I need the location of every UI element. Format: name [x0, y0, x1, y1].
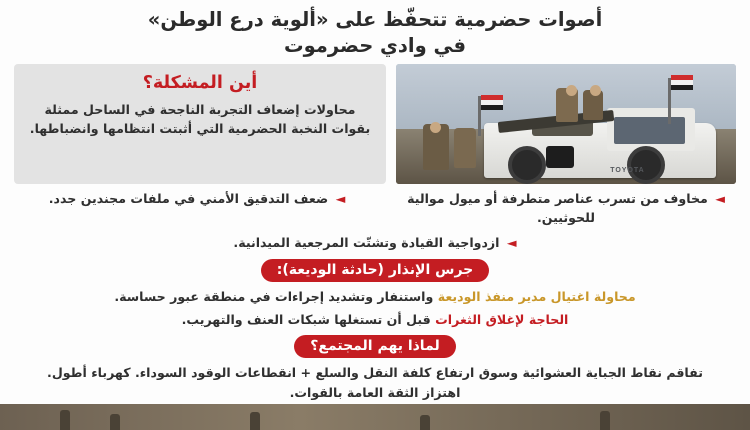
- society-title-badge: لماذا يهم المجتمع؟: [294, 335, 455, 358]
- society-line-1: تفاقم نقاط الجباية العشوائية وسوق ارتفاع كلفة النقل والسلع + انقطاعات الوقود السوداء. كهرباء أطول.: [47, 365, 703, 381]
- bullet-marker-icon: ◄: [506, 235, 517, 251]
- gunner-head: [566, 85, 577, 96]
- warning-line-2: [28, 310, 722, 330]
- warning-body: [0, 287, 750, 329]
- warning-line-2-highlight: الحاجة لإغلاق الثغرات: [435, 311, 569, 327]
- list-item: [14, 190, 380, 209]
- list-item: [396, 190, 736, 228]
- vehicle-brand-label: TOYOTA: [610, 166, 645, 174]
- society-body: [0, 363, 750, 402]
- headline-line-1: أصوات حضرمية تتحفّظ على «ألوية درع الوطن»: [147, 8, 603, 31]
- problem-panel: [14, 64, 386, 184]
- bullet-marker-icon: ◄: [335, 191, 346, 207]
- bullet-marker-icon: ◄: [715, 191, 725, 207]
- bullets-row: [0, 184, 750, 233]
- armed-pickup-truck-photo: [396, 64, 736, 184]
- soldier-figure: [454, 128, 476, 168]
- truck-window: [614, 117, 685, 143]
- list-item-label: ضعف التدقيق الأمني في ملفات مجندين جدد.: [48, 191, 329, 207]
- problem-body: محاولات إضعاف التجربة الناجحة في الساحل ممثلة بقوات النخبة الحضرمية التي أثبتت انتظامها وانضباطها.: [29, 101, 371, 137]
- list-item: [0, 234, 750, 253]
- list-item-label: ازدواجية القيادة وتشتّت المرجعية الميدانية.: [233, 235, 500, 251]
- top-row: [0, 60, 750, 184]
- bullets-column-left: [14, 190, 380, 233]
- gunner-head: [590, 85, 601, 96]
- warning-section-header: [0, 259, 750, 282]
- society-section-header: [0, 335, 750, 358]
- bottom-photo-strip: [0, 404, 750, 430]
- problem-title: أين المشكلة؟: [142, 73, 258, 94]
- warning-line-1-rest: واستنفار وتشديد إجراءات في منطقة عبور حساسة.: [114, 289, 434, 305]
- yemen-flag-icon: [671, 75, 693, 90]
- warning-line-1: [28, 287, 722, 307]
- list-item-label: مخاوف من تسرب عناصر متطرفة أو ميول موالية للحوثيين.: [407, 191, 708, 226]
- warning-title-badge: جرس الإنذار (حادثة الوديعة):: [261, 259, 490, 282]
- warning-line-1-highlight: محاولة اغتيال مدير منفذ الوديعة: [437, 289, 636, 305]
- page-title: [0, 0, 750, 60]
- bullets-column-right: [396, 190, 736, 233]
- warning-line-2-rest: قبل أن تستغلها شبكات العنف والتهريب.: [181, 311, 431, 327]
- soldier-head: [430, 122, 441, 133]
- yemen-flag-icon: [481, 95, 503, 110]
- society-line-2: اهتزاز الثقة العامة بالقوات.: [289, 384, 461, 400]
- headline-line-2: في وادي حضرموت: [283, 33, 467, 57]
- emblem-decal: [546, 146, 574, 168]
